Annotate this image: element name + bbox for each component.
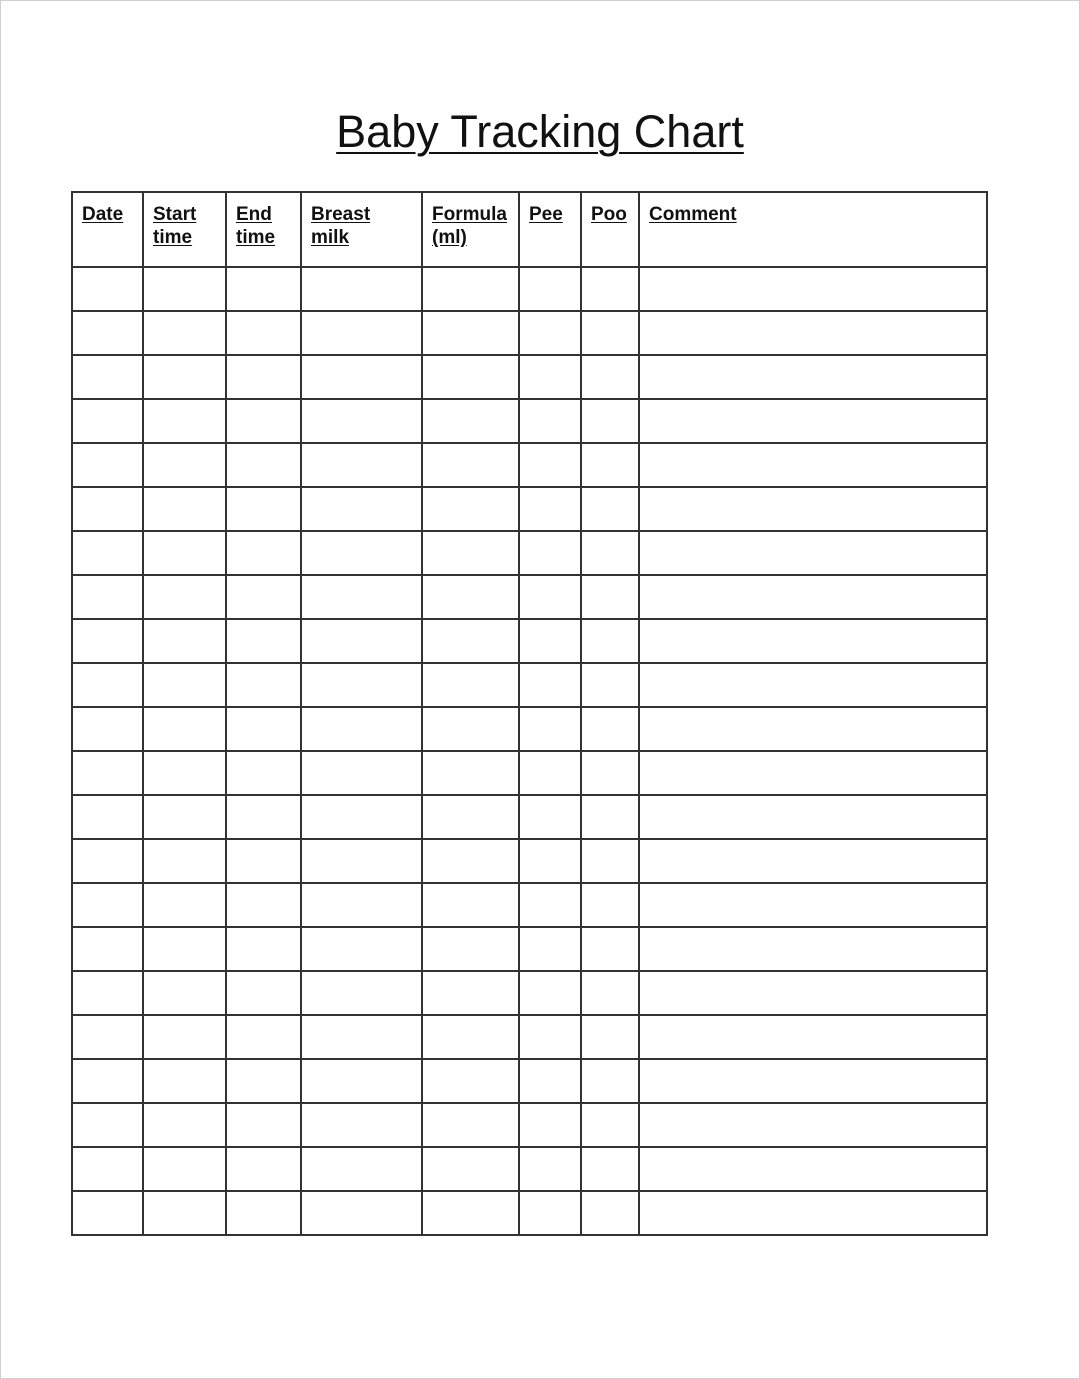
table-cell bbox=[639, 1103, 987, 1147]
table-cell bbox=[581, 883, 639, 927]
column-header-start-time: Start time bbox=[143, 192, 226, 267]
table-row bbox=[72, 399, 987, 443]
table-cell bbox=[72, 1147, 143, 1191]
table-cell bbox=[72, 795, 143, 839]
table-cell bbox=[422, 487, 519, 531]
table-cell bbox=[422, 1191, 519, 1235]
table-row bbox=[72, 619, 987, 663]
table-cell bbox=[581, 927, 639, 971]
table-cell bbox=[581, 531, 639, 575]
table-cell bbox=[422, 839, 519, 883]
table-cell bbox=[581, 1015, 639, 1059]
table-cell bbox=[226, 883, 301, 927]
table-cell bbox=[639, 575, 987, 619]
table-cell bbox=[72, 927, 143, 971]
table-cell bbox=[422, 795, 519, 839]
table-header-row bbox=[72, 192, 987, 267]
table-cell bbox=[422, 1147, 519, 1191]
table-cell bbox=[422, 927, 519, 971]
table-row bbox=[72, 971, 987, 1015]
table-cell bbox=[72, 311, 143, 355]
table-cell bbox=[226, 487, 301, 531]
table-cell bbox=[639, 751, 987, 795]
table-cell bbox=[226, 795, 301, 839]
table-cell bbox=[581, 619, 639, 663]
table-cell bbox=[581, 663, 639, 707]
table-cell bbox=[422, 1059, 519, 1103]
table-cell bbox=[581, 707, 639, 751]
table-cell bbox=[422, 751, 519, 795]
table-cell bbox=[639, 531, 987, 575]
table-cell bbox=[143, 883, 226, 927]
page-title: Baby Tracking Chart bbox=[336, 106, 744, 157]
table-cell bbox=[143, 355, 226, 399]
table-cell bbox=[422, 267, 519, 311]
table-row bbox=[72, 311, 987, 355]
table-cell bbox=[519, 487, 581, 531]
table-cell bbox=[143, 927, 226, 971]
table-row bbox=[72, 795, 987, 839]
table-cell bbox=[422, 311, 519, 355]
table-cell bbox=[581, 487, 639, 531]
table-cell bbox=[143, 531, 226, 575]
table-cell bbox=[581, 267, 639, 311]
table-cell bbox=[422, 619, 519, 663]
table-cell bbox=[143, 487, 226, 531]
table-cell bbox=[226, 531, 301, 575]
table-cell bbox=[639, 971, 987, 1015]
table-cell bbox=[581, 795, 639, 839]
table-cell bbox=[143, 575, 226, 619]
table-cell bbox=[226, 1103, 301, 1147]
table-row bbox=[72, 883, 987, 927]
table-cell bbox=[143, 619, 226, 663]
table-cell bbox=[519, 663, 581, 707]
table-cell bbox=[226, 1015, 301, 1059]
table-cell bbox=[639, 355, 987, 399]
table-cell bbox=[72, 531, 143, 575]
table-cell bbox=[226, 311, 301, 355]
table-cell bbox=[72, 971, 143, 1015]
table-cell bbox=[72, 883, 143, 927]
table-cell bbox=[639, 1191, 987, 1235]
table-cell bbox=[72, 267, 143, 311]
table-cell bbox=[226, 399, 301, 443]
table-cell bbox=[639, 707, 987, 751]
table-cell bbox=[301, 1015, 422, 1059]
table-cell bbox=[143, 663, 226, 707]
table-cell bbox=[519, 927, 581, 971]
table-row bbox=[72, 487, 987, 531]
table-cell bbox=[143, 1191, 226, 1235]
table-cell bbox=[519, 1147, 581, 1191]
table-cell bbox=[422, 575, 519, 619]
table-cell bbox=[143, 795, 226, 839]
table-cell bbox=[72, 1059, 143, 1103]
table-cell bbox=[72, 487, 143, 531]
table-cell bbox=[519, 839, 581, 883]
table-cell bbox=[519, 443, 581, 487]
table-cell bbox=[72, 707, 143, 751]
column-header-end-time: End time bbox=[226, 192, 301, 267]
table-cell bbox=[301, 399, 422, 443]
table-cell bbox=[639, 311, 987, 355]
table-cell bbox=[422, 399, 519, 443]
table-cell bbox=[639, 1147, 987, 1191]
table-cell bbox=[581, 1147, 639, 1191]
table-cell bbox=[639, 1015, 987, 1059]
table-cell bbox=[581, 1103, 639, 1147]
table-cell bbox=[639, 267, 987, 311]
table-cell bbox=[639, 663, 987, 707]
table-cell bbox=[519, 1191, 581, 1235]
column-header-comment: Comment bbox=[639, 192, 987, 267]
table-cell bbox=[226, 751, 301, 795]
table-cell bbox=[639, 883, 987, 927]
table-cell bbox=[519, 355, 581, 399]
table-cell bbox=[143, 267, 226, 311]
table-cell bbox=[143, 751, 226, 795]
table-cell bbox=[301, 839, 422, 883]
table-cell bbox=[422, 663, 519, 707]
table-cell bbox=[301, 1059, 422, 1103]
table-row bbox=[72, 839, 987, 883]
table-cell bbox=[301, 355, 422, 399]
table-body bbox=[72, 267, 987, 1235]
table-row bbox=[72, 531, 987, 575]
table-cell bbox=[581, 399, 639, 443]
table-cell bbox=[301, 267, 422, 311]
table-cell bbox=[639, 443, 987, 487]
table-cell bbox=[226, 971, 301, 1015]
table-cell bbox=[519, 267, 581, 311]
table-cell bbox=[581, 443, 639, 487]
table-cell bbox=[519, 883, 581, 927]
column-header-poo: Poo bbox=[581, 192, 639, 267]
table-cell bbox=[226, 1147, 301, 1191]
table-cell bbox=[226, 267, 301, 311]
table-cell bbox=[519, 619, 581, 663]
table-cell bbox=[301, 971, 422, 1015]
table-cell bbox=[301, 619, 422, 663]
table-row bbox=[72, 575, 987, 619]
table-cell bbox=[72, 575, 143, 619]
table-cell bbox=[301, 575, 422, 619]
table-cell bbox=[301, 1147, 422, 1191]
column-header-pee: Pee bbox=[519, 192, 581, 267]
table-cell bbox=[72, 399, 143, 443]
table-row bbox=[72, 1059, 987, 1103]
table-cell bbox=[72, 1015, 143, 1059]
table-row bbox=[72, 1103, 987, 1147]
table-cell bbox=[519, 707, 581, 751]
table-cell bbox=[639, 487, 987, 531]
table-cell bbox=[301, 663, 422, 707]
table-cell bbox=[639, 795, 987, 839]
table-cell bbox=[581, 1191, 639, 1235]
table-cell bbox=[581, 355, 639, 399]
table-cell bbox=[519, 1103, 581, 1147]
table-cell bbox=[301, 883, 422, 927]
table-cell bbox=[226, 575, 301, 619]
table-cell bbox=[422, 1015, 519, 1059]
table-cell bbox=[301, 1191, 422, 1235]
table-cell bbox=[581, 311, 639, 355]
table-cell bbox=[226, 1059, 301, 1103]
table-cell bbox=[226, 663, 301, 707]
table-cell bbox=[226, 707, 301, 751]
table-cell bbox=[581, 575, 639, 619]
table-cell bbox=[143, 443, 226, 487]
table-cell bbox=[639, 399, 987, 443]
table-cell bbox=[301, 751, 422, 795]
table-cell bbox=[422, 883, 519, 927]
table-cell bbox=[519, 795, 581, 839]
column-header-breast-milk: Breast milk bbox=[301, 192, 422, 267]
table-cell bbox=[226, 839, 301, 883]
table-cell bbox=[226, 927, 301, 971]
table-cell bbox=[72, 355, 143, 399]
table-cell bbox=[422, 707, 519, 751]
table-cell bbox=[72, 1191, 143, 1235]
table-cell bbox=[581, 1059, 639, 1103]
table-cell bbox=[143, 1059, 226, 1103]
table-cell bbox=[143, 971, 226, 1015]
table-row bbox=[72, 355, 987, 399]
table-cell bbox=[301, 487, 422, 531]
table-cell bbox=[519, 399, 581, 443]
table-cell bbox=[143, 1147, 226, 1191]
table-cell bbox=[519, 1059, 581, 1103]
table-cell bbox=[143, 1015, 226, 1059]
table-cell bbox=[581, 839, 639, 883]
table-cell bbox=[422, 971, 519, 1015]
column-header-date: Date bbox=[72, 192, 143, 267]
table-cell bbox=[639, 927, 987, 971]
table-cell bbox=[422, 355, 519, 399]
table-cell bbox=[581, 751, 639, 795]
table-cell bbox=[301, 311, 422, 355]
table-cell bbox=[301, 795, 422, 839]
table-cell bbox=[72, 751, 143, 795]
table-cell bbox=[143, 707, 226, 751]
table-cell bbox=[301, 707, 422, 751]
table-cell bbox=[519, 531, 581, 575]
table-cell bbox=[143, 311, 226, 355]
table-cell bbox=[581, 971, 639, 1015]
table-cell bbox=[639, 839, 987, 883]
table-cell bbox=[226, 1191, 301, 1235]
tracking-table bbox=[71, 191, 988, 1236]
table-row bbox=[72, 927, 987, 971]
table-cell bbox=[519, 751, 581, 795]
table-row bbox=[72, 443, 987, 487]
column-header-formula: Formula (ml) bbox=[422, 192, 519, 267]
table-cell bbox=[422, 531, 519, 575]
table-cell bbox=[422, 1103, 519, 1147]
table-cell bbox=[226, 355, 301, 399]
table-cell bbox=[301, 443, 422, 487]
table-cell bbox=[143, 1103, 226, 1147]
table-cell bbox=[519, 575, 581, 619]
table-cell bbox=[72, 1103, 143, 1147]
table-row bbox=[72, 1015, 987, 1059]
table-row bbox=[72, 751, 987, 795]
table-cell bbox=[143, 839, 226, 883]
table-cell bbox=[72, 443, 143, 487]
table-cell bbox=[72, 839, 143, 883]
table-cell bbox=[301, 1103, 422, 1147]
table-cell bbox=[301, 531, 422, 575]
table-row bbox=[72, 707, 987, 751]
table-cell bbox=[72, 619, 143, 663]
table-cell bbox=[143, 399, 226, 443]
table-cell bbox=[422, 443, 519, 487]
table-cell bbox=[226, 619, 301, 663]
table-row bbox=[72, 1147, 987, 1191]
table-cell bbox=[226, 443, 301, 487]
table-cell bbox=[519, 1015, 581, 1059]
table-cell bbox=[639, 619, 987, 663]
table-row bbox=[72, 267, 987, 311]
table-cell bbox=[519, 971, 581, 1015]
table-row bbox=[72, 1191, 987, 1235]
table-cell bbox=[519, 311, 581, 355]
table-cell bbox=[72, 663, 143, 707]
table-row bbox=[72, 663, 987, 707]
table-cell bbox=[301, 927, 422, 971]
table-cell bbox=[639, 1059, 987, 1103]
